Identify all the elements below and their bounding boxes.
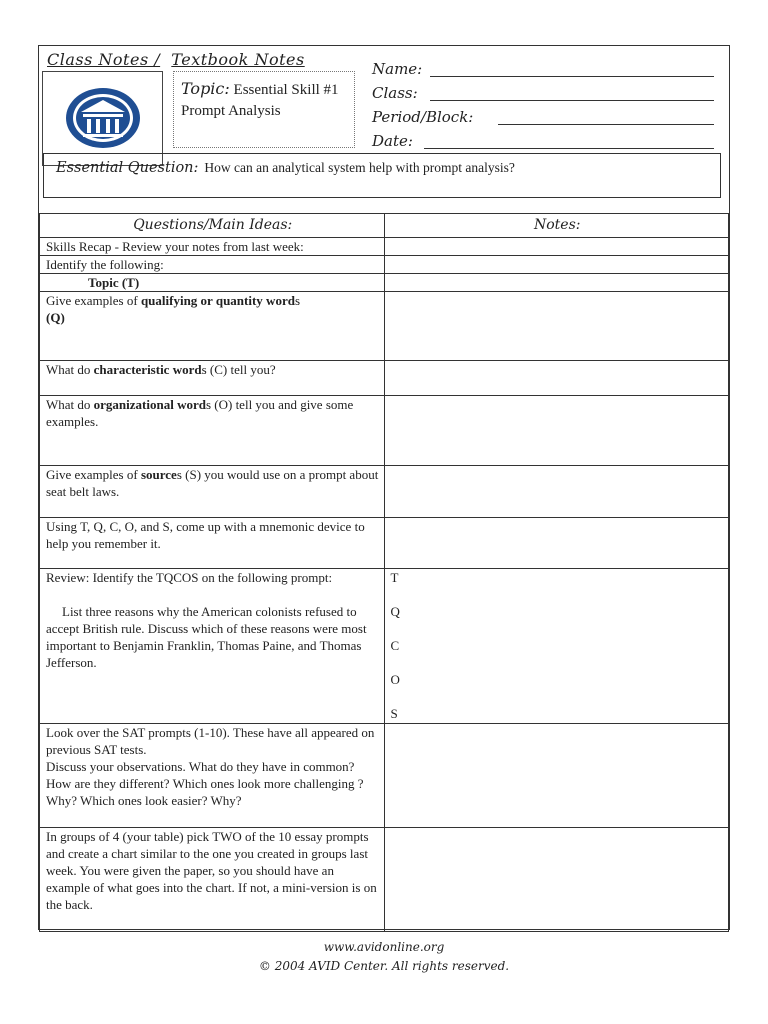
tqcos-letter: S: [390, 706, 398, 721]
topic-box: [173, 71, 355, 148]
q4-text: Give examples of: [46, 293, 141, 308]
notes-cell[interactable]: [384, 361, 729, 396]
date-line: [424, 148, 714, 149]
notes-cell[interactable]: [384, 828, 729, 932]
notes-sheet: [38, 45, 730, 930]
name-field[interactable]: [372, 60, 422, 78]
date-field[interactable]: [372, 132, 413, 150]
q4-term: qualifying or quantity word: [140, 293, 295, 308]
question-cell: Using T, Q, C, O, and S, come up with a mnemonic device to help you remember it.: [40, 518, 385, 569]
table-row: [40, 466, 729, 518]
q5-suffix: s (C) tell you?: [201, 362, 276, 377]
table-row: [40, 518, 729, 569]
essential-question-box: [43, 153, 721, 198]
q6-term: organizational word: [93, 397, 206, 412]
review-instruction: Review: Identify the TQCOS on the following prompt:: [46, 570, 333, 585]
notes-cell[interactable]: [384, 274, 729, 292]
essential-question-text: How can an analytical system help with prompt analysis?: [204, 160, 515, 175]
name-label: Name:: [372, 60, 423, 78]
footer-copyright: © 2004 AVID Center. All rights reserved.: [258, 959, 510, 973]
avid-logo-icon: [43, 72, 162, 165]
question-cell: Skills Recap - Review your notes from last week:: [40, 238, 385, 256]
q5-text: What do: [46, 362, 94, 377]
tqcos-letter: O: [390, 672, 400, 687]
review-prompt: List three reasons why the American colonists refused to accept British rule. Discuss which of these reasons were most important to Benjamin Franklin, Thomas Paine, and Thomas Jefferson.: [46, 604, 367, 670]
question-cell: [40, 724, 385, 828]
q7-term: source: [140, 467, 177, 482]
notes-cell[interactable]: [384, 518, 729, 569]
notes-column-header: Notes:: [384, 214, 729, 238]
period-field[interactable]: [372, 108, 473, 126]
table-row: [40, 274, 729, 292]
class-label: Class:: [372, 84, 418, 102]
period-line: [498, 124, 714, 125]
table-row: [40, 724, 729, 828]
question-cell: In groups of 4 (your table) pick TWO of the 10 essay prompts and create a chart similar to the one you created in groups last week. You were given the paper, so you should have an example of what goes into the chart. If not, a mini-version is on the back.: [40, 828, 385, 932]
question-cell: [40, 361, 385, 396]
q6-suffix: s (O) tell you and give some examples.: [46, 397, 354, 429]
notes-cell[interactable]: [384, 256, 729, 274]
table-row: [40, 256, 729, 274]
tqcos-letter: C: [390, 638, 400, 653]
class-line: [430, 100, 714, 101]
footer-url[interactable]: www.avidonline.org: [323, 940, 445, 954]
q4-code: (Q): [46, 310, 65, 325]
class-field[interactable]: [372, 84, 418, 102]
table-row: [40, 396, 729, 466]
question-cell: [40, 569, 385, 724]
essential-question-label: Essential Question:: [56, 160, 199, 176]
notes-type: [47, 50, 305, 69]
q7-text: Give examples of: [46, 467, 141, 482]
sat-discussion-text: Discuss your observations. What do they have in common? How are they different? Which ones look more challenging ? Why? Which ones look easier? Why?: [46, 759, 364, 808]
class-notes-label: Class Notes /: [47, 50, 161, 69]
question-cell: [40, 274, 385, 292]
notes-cell[interactable]: [384, 292, 729, 361]
cornell-notes-table: [39, 213, 729, 932]
topic-text: Essential Skill #1 Prompt Analysis: [181, 82, 339, 119]
table-row: [40, 569, 729, 724]
question-cell: [40, 466, 385, 518]
notes-cell[interactable]: [384, 724, 729, 828]
table-row: [40, 292, 729, 361]
period-label: Period/Block:: [372, 108, 474, 126]
topic-label: Topic:: [181, 79, 230, 98]
question-cell: [40, 396, 385, 466]
notes-cell[interactable]: [384, 396, 729, 466]
q4-suffix: s: [294, 293, 301, 308]
textbook-notes-label: Textbook Notes: [171, 50, 305, 69]
notes-cell[interactable]: [384, 466, 729, 518]
page-footer: [0, 938, 768, 976]
q6-text: What do: [46, 397, 94, 412]
topic-term: Topic (T): [88, 275, 140, 290]
date-label: Date:: [372, 132, 413, 150]
questions-column-header: Questions/Main Ideas:: [40, 214, 385, 238]
table-row: [40, 238, 729, 256]
notes-cell[interactable]: [384, 238, 729, 256]
table-row: [40, 828, 729, 932]
q5-term: characteristic word: [93, 362, 202, 377]
question-cell: [40, 292, 385, 361]
question-cell: Identify the following:: [40, 256, 385, 274]
tqcos-letter: T: [390, 570, 399, 585]
table-header-row: [40, 214, 729, 238]
sat-prompts-text: Look over the SAT prompts (1-10). These have all appeared on previous SAT tests.: [46, 725, 375, 757]
table-row: [40, 361, 729, 396]
header-section: [39, 46, 729, 214]
tqcos-letter: Q: [390, 604, 400, 619]
q7-suffix: s (S) you would use on a prompt about seat belt laws.: [46, 467, 379, 499]
logo-box: [42, 71, 163, 166]
tqcos-notes-cell[interactable]: [384, 569, 729, 724]
name-line: [430, 76, 714, 77]
